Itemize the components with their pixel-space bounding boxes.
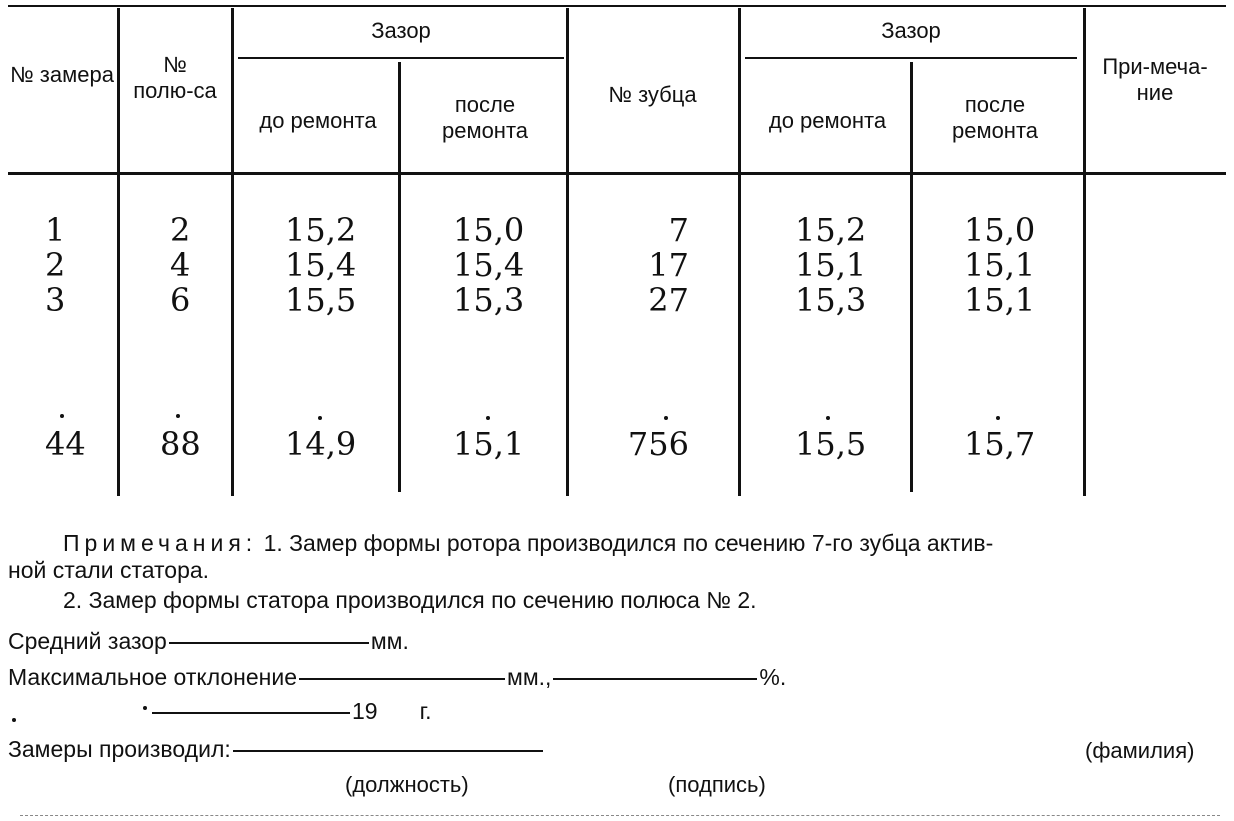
cell-gap-before-2: 15,5: [795, 425, 867, 463]
ellipsis-dot: [826, 416, 830, 420]
surname-caption: (фамилия): [1085, 738, 1195, 763]
header-before-repair-1: до ремонта: [259, 108, 377, 133]
cell-gap-after-2: 15,0: [964, 211, 1036, 249]
col-separator-6: [910, 62, 913, 492]
header-after-repair-2: после ремонта: [951, 92, 1039, 143]
avg-gap-blank[interactable]: [169, 642, 369, 644]
cell-tooth: 7: [668, 211, 689, 249]
header-tooth-number: № зубца: [608, 82, 697, 107]
ellipsis-dot: [318, 416, 322, 420]
date-dot: [143, 706, 147, 710]
table-top-border: [8, 5, 1226, 7]
cell-tooth: 17: [648, 246, 689, 284]
header-measure-number: № замера: [10, 62, 114, 87]
ellipsis-dot: [996, 416, 1000, 420]
cell-gap-before-2: 15,3: [795, 281, 867, 319]
header-before-repair-2: до ремонта: [768, 108, 887, 133]
cell-measure: 2: [45, 246, 66, 284]
cell-tooth: 756: [627, 425, 689, 463]
col-separator-4: [566, 8, 569, 496]
col-separator-7: [1083, 8, 1086, 496]
cell-measure: 44: [45, 425, 86, 463]
max-dev-percent: %.: [759, 664, 787, 690]
col-separator-2: [231, 8, 234, 496]
date-line: [150, 698, 432, 724]
note-line-2: 2. Замер формы статора производился по сечению полюса № 2.: [63, 587, 757, 613]
cell-pole: 2: [170, 211, 191, 249]
bottom-dotted-rule: [20, 815, 1220, 816]
col-separator-3: [398, 62, 401, 492]
cell-pole: 88: [160, 425, 201, 463]
cell-measure: 3: [45, 281, 66, 319]
col-separator-1: [117, 8, 120, 496]
group2-divider: [745, 57, 1077, 59]
cell-gap-after-1: 15,3: [453, 281, 525, 319]
cell-gap-before-2: 15,1: [795, 246, 867, 284]
date-blank[interactable]: [152, 712, 350, 714]
note-1-text: 1. Замер формы ротора производился по сечению 7-го зубца актив-: [263, 530, 994, 556]
cell-measure: 1: [45, 211, 66, 249]
header-gap-group-1: Зазор: [371, 18, 431, 43]
ellipsis-dot: [664, 416, 668, 420]
cell-pole: 6: [170, 281, 191, 319]
measured-by-line: [8, 736, 545, 762]
cell-gap-before-1: 15,2: [285, 211, 357, 249]
header-remarks: При-меча-ние: [1102, 54, 1208, 105]
cell-gap-after-2: 15,1: [964, 281, 1036, 319]
measured-by-label: Замеры производил:: [8, 736, 231, 762]
cell-gap-after-1: 15,4: [453, 246, 525, 284]
ellipsis-dot: [486, 416, 490, 420]
cell-gap-before-1: 15,5: [285, 281, 357, 319]
cell-gap-before-1: 15,4: [285, 246, 357, 284]
cell-gap-before-2: 15,2: [795, 211, 867, 249]
header-bottom-border: [8, 172, 1226, 175]
avg-gap-unit: мм.: [370, 628, 409, 654]
col-separator-5: [738, 8, 741, 496]
date-year-suffix: г.: [419, 698, 432, 724]
max-dev-unit: мм.,: [507, 664, 552, 690]
max-dev-line: [8, 664, 786, 690]
measured-by-blank[interactable]: [233, 750, 543, 752]
max-dev-label: Максимальное отклонение: [8, 664, 298, 690]
cell-tooth: 27: [648, 281, 689, 319]
ellipsis-dot: [60, 414, 64, 418]
cell-gap-after-1: 15,1: [453, 425, 525, 463]
header-gap-group-2: Зазор: [881, 18, 941, 43]
signature-caption: (подпись): [668, 772, 766, 797]
note-line-1: [63, 530, 993, 556]
cell-gap-after-1: 15,0: [453, 211, 525, 249]
ellipsis-dot: [176, 414, 180, 418]
max-dev-percent-blank[interactable]: [553, 678, 757, 680]
position-caption: (должность): [345, 772, 469, 797]
header-after-repair-1: после ремонта: [441, 92, 529, 143]
cell-pole: 4: [170, 246, 191, 284]
header-pole-number: № полю-са: [133, 52, 217, 103]
avg-gap-label: Средний зазор: [8, 628, 167, 654]
date-year: 19: [352, 698, 378, 724]
cell-gap-after-2: 15,1: [964, 246, 1036, 284]
max-dev-mm-blank[interactable]: [299, 678, 505, 680]
notes-prefix: Примечания:: [63, 530, 258, 556]
cell-gap-after-2: 15,7: [964, 425, 1036, 463]
avg-gap-line: [8, 628, 409, 654]
date-dot: [12, 718, 16, 722]
cell-gap-before-1: 14,9: [285, 425, 357, 463]
note-line-1-continued: ной стали статора.: [8, 557, 210, 583]
group1-divider: [238, 57, 564, 59]
